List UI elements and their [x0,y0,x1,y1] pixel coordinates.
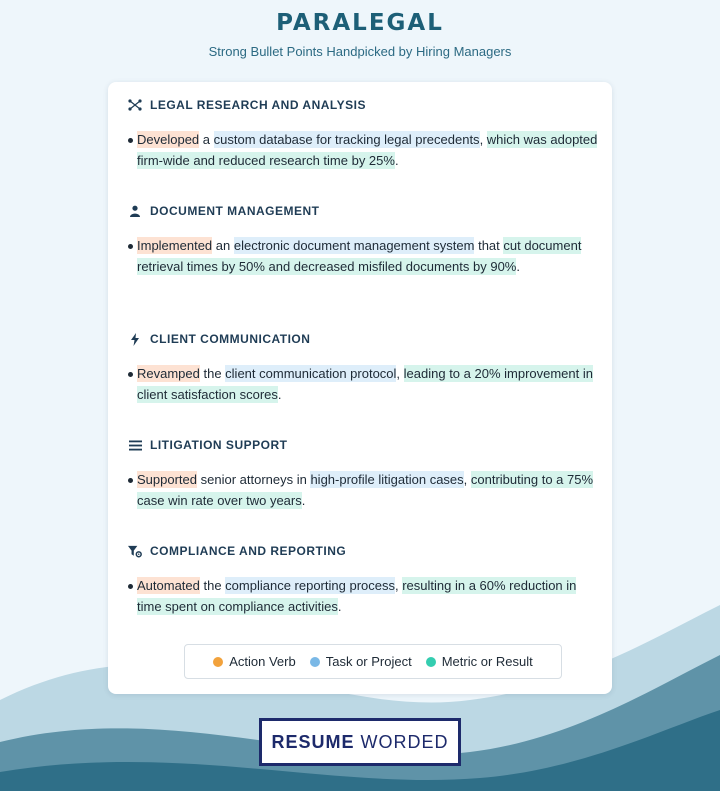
metric-or-result: leading to a 20% improvement in client satisfaction scores [137,366,593,402]
bullet-dot [128,138,133,143]
logo-text-bold: RESUME [271,731,355,752]
bullet-text [137,129,598,171]
bullet-connector: senior attorneys in [197,472,311,487]
legend-item-metric-or-result [426,654,533,669]
bullet-item [128,469,598,511]
task-or-project: client communication protocol [225,366,397,381]
bullet-connector: that [474,238,504,253]
legend-label: Action Verb [229,654,296,669]
task-or-project: compliance reporting process [225,578,395,593]
lightning-icon [128,332,142,346]
legend-label: Metric or Result [441,654,533,669]
bullet-connector: , [479,132,487,147]
legend-dot-blue [310,657,320,667]
bullet-connector: , [463,472,471,487]
bullet-connector: , [396,366,404,381]
person-icon [128,204,142,218]
bullet-end: . [277,387,282,402]
metric-or-result: resulting in a 60% reduction in time spent on compliance activities [137,578,577,614]
section-heading-label: DOCUMENT MANAGEMENT [150,204,320,218]
bullet-end: . [516,259,520,274]
bullet-connector: an [212,238,234,253]
bullet-item [128,363,598,405]
legend-item-task-or-project [310,654,412,669]
logo-text-regular: WORDED [360,731,449,752]
bullet-text [137,469,598,511]
page-header [0,10,720,59]
bullet-end: . [301,493,306,508]
legend-dot-teal [426,657,436,667]
filter-gear-icon [128,544,142,558]
bullet-end: . [337,599,342,614]
resume-worded-logo[interactable] [259,718,461,766]
bullet-connector: the [199,366,226,381]
section-legal-research [128,96,598,171]
bullet-card [108,82,612,694]
list-icon [128,438,142,452]
action-verb: Developed [137,132,200,147]
section-litigation-support [128,436,598,511]
page-subtitle: Strong Bullet Points Handpicked by Hiring Managers [208,44,512,59]
bullet-text [137,575,598,617]
bullet-item [128,235,598,277]
task-or-project: custom database for tracking legal precedents [213,132,480,147]
highlight-legend [184,644,562,679]
bullet-connector: the [199,578,226,593]
section-heading [128,542,598,560]
section-client-communication [128,330,598,405]
bullet-dot [128,244,133,249]
bullet-dot [128,372,133,377]
bullet-text [137,235,598,277]
action-verb: Automated [137,578,200,593]
section-heading-label: LEGAL RESEARCH AND ANALYSIS [150,98,366,112]
action-verb: Supported [137,472,197,487]
section-document-management [128,202,598,277]
metric-or-result: cut document retrieval times by 50% and decreased misfiled documents by 90% [137,238,582,274]
bullet-dot [128,584,133,589]
section-heading [128,96,598,114]
bullet-end: . [394,153,399,168]
task-or-project: high-profile litigation cases [310,472,464,487]
network-icon [128,98,142,112]
bullet-connector: a [199,132,214,147]
legend-label: Task or Project [325,654,412,669]
bullet-text [137,363,598,405]
action-verb: Revamped [137,366,200,381]
bullet-dot [128,478,133,483]
task-or-project: electronic document management system [233,238,475,253]
legend-item-action-verb [213,654,296,669]
section-heading [128,436,598,454]
bullet-item [128,129,598,171]
section-heading-label: COMPLIANCE AND REPORTING [150,544,347,558]
section-heading-label: CLIENT COMMUNICATION [150,332,311,346]
section-heading [128,330,598,348]
section-heading [128,202,598,220]
section-heading-label: LITIGATION SUPPORT [150,438,288,452]
legend-dot-orange [213,657,223,667]
bullet-connector: , [394,578,403,593]
metric-or-result: contributing to a 75% case win rate over two years [137,472,594,508]
bullet-item [128,575,598,617]
section-compliance-reporting [128,542,598,617]
page-title: PARALEGAL [276,10,444,36]
metric-or-result: which was adopted firm-wide and reduced research time by 25% [137,132,598,168]
action-verb: Implemented [137,238,213,253]
